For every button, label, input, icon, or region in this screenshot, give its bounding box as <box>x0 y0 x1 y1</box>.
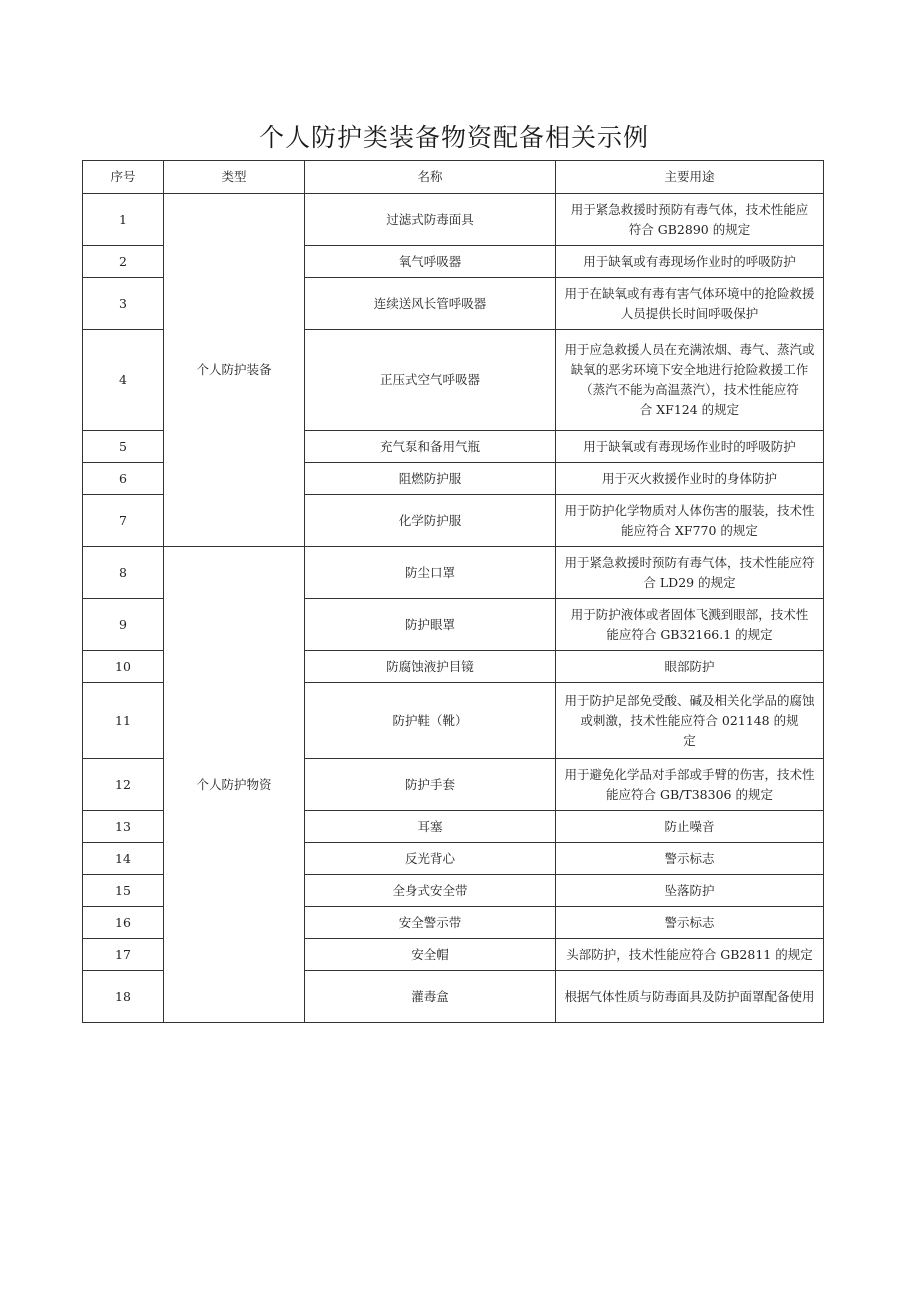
use-line: 用于避免化学品对手部或手臂的伤害，技术性 <box>564 766 815 782</box>
use-line: 合 LD29 的规定 <box>643 574 736 590</box>
use-line: 能应符合 XF770 的规定 <box>621 522 758 538</box>
use-line: 警示标志 <box>664 850 715 866</box>
header-name: 名称 <box>305 161 556 194</box>
cell-type-group: 个人防护物资 <box>164 547 305 1023</box>
cell-name: 阻燃防护服 <box>305 463 556 495</box>
table-row <box>83 547 824 599</box>
cell-seq: 17 <box>83 939 164 971</box>
use-line: 人员提供长时间呼吸保护 <box>620 305 759 321</box>
use-line: （蒸汽不能为高温蒸汽），技术性能应符 <box>580 382 799 397</box>
cell-use <box>556 907 824 939</box>
use-line: 头部防护，技术性能应符合 GB2811 的规定 <box>566 946 813 962</box>
use-line: 用于灭火救援作业时的身体防护 <box>601 470 777 486</box>
document-title: 个人防护类装备物资配备相关示例 <box>258 123 649 152</box>
cell-name: 安全警示带 <box>305 907 556 939</box>
use-line: 根据气体性质与防毒面具及防护面罩配备使用 <box>564 988 815 1004</box>
equipment-table <box>82 160 824 1023</box>
use-line: 能应符合 GB/T38306 的规定 <box>606 786 773 802</box>
use-line: 符合 GB2890 的规定 <box>628 221 751 237</box>
cell-use <box>556 278 824 330</box>
cell-use <box>556 599 824 651</box>
cell-seq: 7 <box>83 495 164 547</box>
use-line: 定 <box>683 732 696 748</box>
cell-seq: 2 <box>83 246 164 278</box>
cell-seq: 4 <box>83 330 164 431</box>
cell-seq: 9 <box>83 599 164 651</box>
cell-seq: 15 <box>83 875 164 907</box>
table-header-row <box>83 161 824 194</box>
cell-name: 反光背心 <box>305 843 556 875</box>
cell-type-group: 个人防护装备 <box>164 194 305 547</box>
cell-seq: 6 <box>83 463 164 495</box>
use-line: 能应符合 GB32166.1 的规定 <box>606 626 773 642</box>
cell-seq: 10 <box>83 651 164 683</box>
cell-use <box>556 683 824 759</box>
cell-name: 灌毒盒 <box>305 971 556 1023</box>
cell-seq: 18 <box>83 971 164 1023</box>
cell-use <box>556 431 824 463</box>
cell-name: 过滤式防毒面具 <box>305 194 556 246</box>
use-line: 警示标志 <box>664 914 715 930</box>
cell-use <box>556 971 824 1023</box>
cell-use <box>556 330 824 431</box>
cell-use <box>556 495 824 547</box>
table-row <box>83 194 824 246</box>
header-type: 类型 <box>164 161 305 194</box>
cell-use <box>556 246 824 278</box>
cell-use <box>556 463 824 495</box>
cell-seq: 11 <box>83 683 164 759</box>
header-seq: 序号 <box>83 161 164 194</box>
use-line: 合 XF124 的规定 <box>639 402 740 417</box>
use-line: 用于紧急救援时预防有毒气体，技术性能应符 <box>564 554 815 570</box>
cell-name: 全身式安全带 <box>305 875 556 907</box>
cell-use <box>556 759 824 811</box>
use-line: 防止噪音 <box>664 818 715 834</box>
table-body <box>83 194 824 1023</box>
cell-name: 安全帽 <box>305 939 556 971</box>
cell-seq: 12 <box>83 759 164 811</box>
cell-seq: 16 <box>83 907 164 939</box>
use-line: 用于防护液体或者固体飞溅到眼部，技术性 <box>570 606 809 622</box>
cell-name: 连续送风长管呼吸器 <box>305 278 556 330</box>
cell-use <box>556 651 824 683</box>
cell-seq: 1 <box>83 194 164 246</box>
use-line: 用于缺氧或有毒现场作业时的呼吸防护 <box>583 253 796 269</box>
cell-name: 正压式空气呼吸器 <box>305 330 556 431</box>
cell-name: 防护手套 <box>305 759 556 811</box>
use-line: 用于防护化学物质对人体伤害的服装，技术性 <box>564 502 815 518</box>
use-line: 坠落防护 <box>664 882 715 898</box>
cell-name: 防护眼罩 <box>305 599 556 651</box>
cell-use <box>556 875 824 907</box>
use-line: 用于防护足部免受酸、碱及相关化学品的腐蚀 <box>564 692 815 708</box>
cell-seq: 13 <box>83 811 164 843</box>
cell-seq: 8 <box>83 547 164 599</box>
cell-name: 防尘口罩 <box>305 547 556 599</box>
cell-seq: 5 <box>83 431 164 463</box>
cell-name: 氧气呼吸器 <box>305 246 556 278</box>
cell-seq: 14 <box>83 843 164 875</box>
header-use: 主要用途 <box>556 161 824 194</box>
use-line: 或刺激，技术性能应符合 021148 的规 <box>580 712 799 728</box>
use-line: 用于在缺氧或有毒有害气体环境中的抢险救援 <box>564 285 815 301</box>
cell-use <box>556 811 824 843</box>
cell-use <box>556 939 824 971</box>
cell-name: 防腐蚀液护目镜 <box>305 651 556 683</box>
use-line: 用于缺氧或有毒现场作业时的呼吸防护 <box>583 438 796 454</box>
cell-name: 防护鞋（靴） <box>305 683 556 759</box>
use-line: 眼部防护 <box>664 658 715 674</box>
use-line: 用于应急救援人员在充满浓烟、毒气、蒸汽或 <box>564 342 815 357</box>
cell-name: 充气泵和备用气瓶 <box>305 431 556 463</box>
cell-use <box>556 843 824 875</box>
cell-name: 化学防护服 <box>305 495 556 547</box>
cell-use <box>556 547 824 599</box>
cell-use <box>556 194 824 246</box>
use-line: 用于紧急救援时预防有毒气体，技术性能应 <box>570 201 809 217</box>
cell-name: 耳塞 <box>305 811 556 843</box>
use-line: 缺氧的恶劣环境下安全地进行抢险救援工作 <box>570 362 809 377</box>
cell-seq: 3 <box>83 278 164 330</box>
